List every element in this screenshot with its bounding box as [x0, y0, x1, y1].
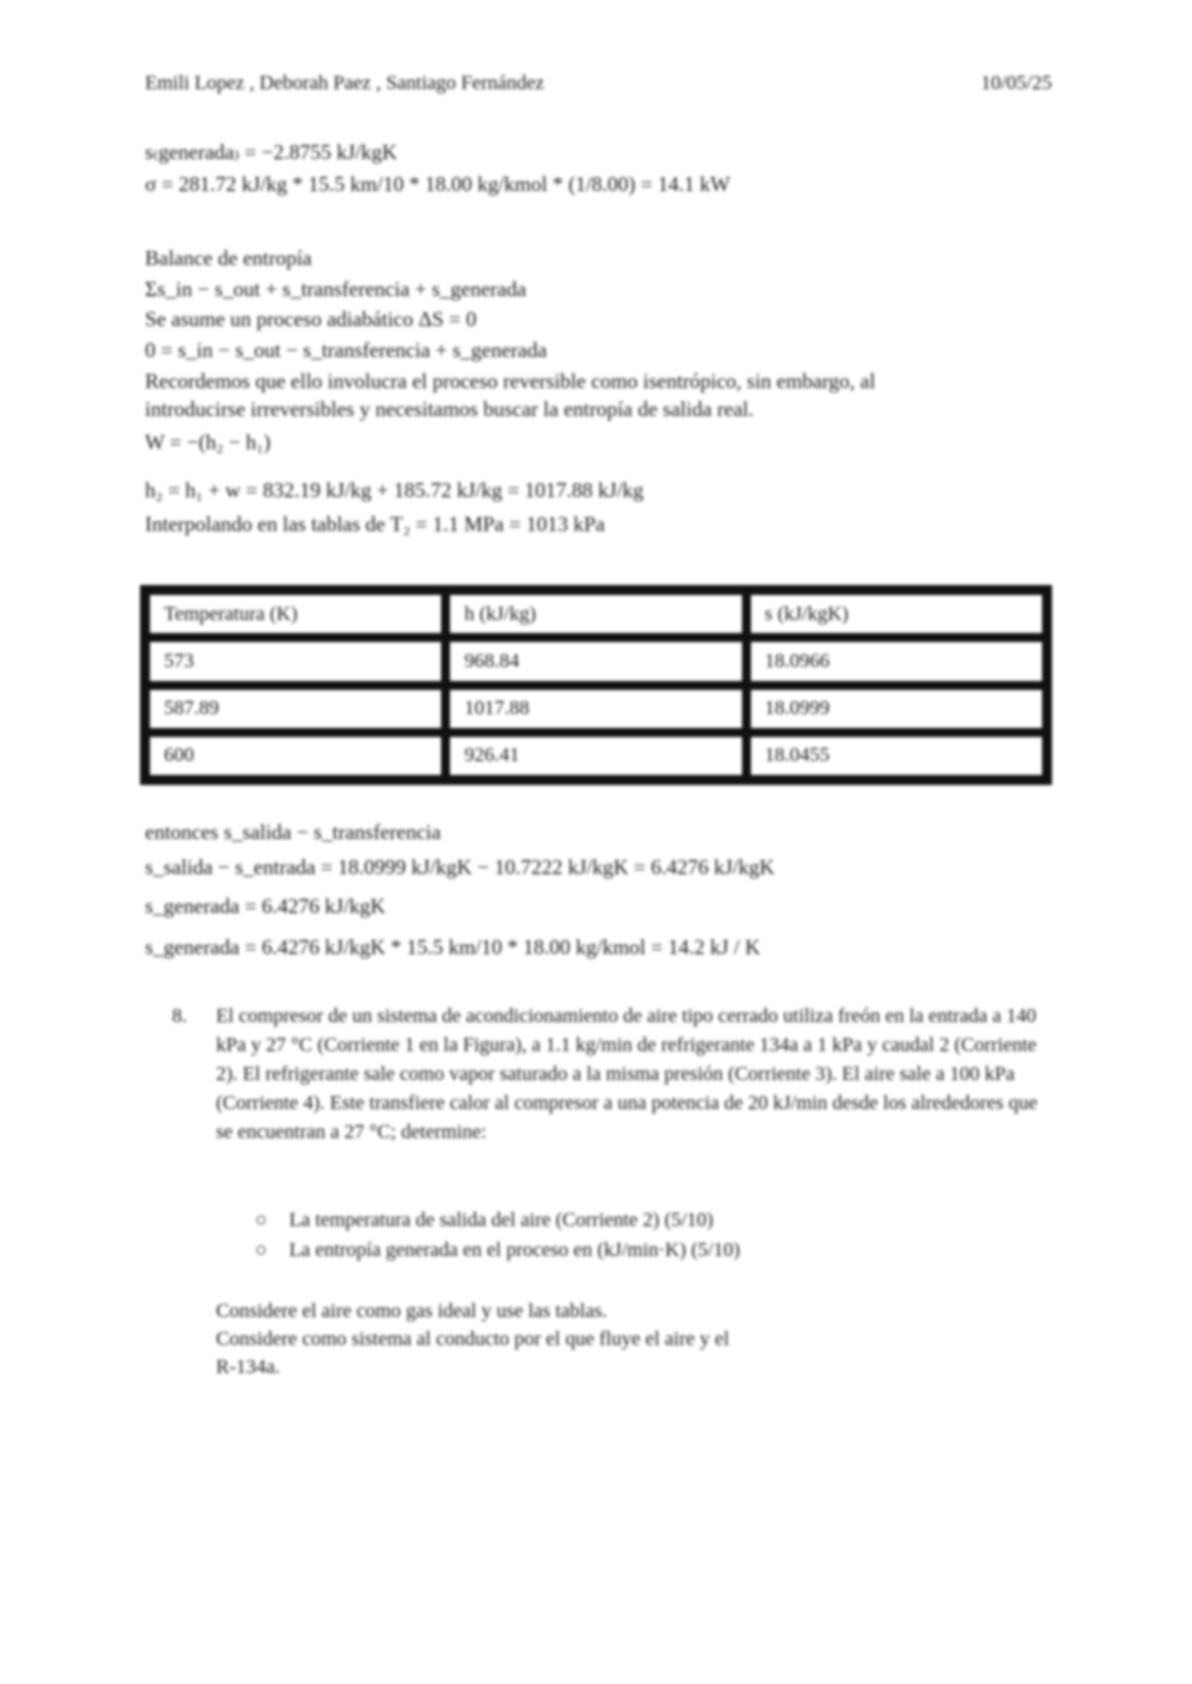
- table-cell: 600: [148, 735, 443, 777]
- list-item-text: La temperatura de salida del aire (Corriente 2) (5/10): [289, 1209, 714, 1231]
- section-heading: Balance de entropía: [145, 246, 312, 270]
- problem-text: El compresor de un sistema de acondicionamiento de aire tipo cerrado utiliza freón en la entrada a 140 kPa y 27 °C (Corriente 1 en la Figura), a 1.1 kg/min de refrigerante 134a a 1 kPa y caudal 2 (Corriente 2). El refrigerante sale como vapor saturado a la misma presión (Corriente 3). El aire sale a 100 kPa (Corriente 4). Este transfiere calor al compresor a una potencia de 20 kJ/min desde los alrededores que se encuentran a 27 °C; determine:: [216, 1005, 1038, 1143]
- equation-line: W = −(h₂ − h₁): [145, 430, 271, 454]
- note-line: Considere el aire como gas ideal y use las tablas.: [216, 1300, 607, 1322]
- table-row: [148, 688, 1044, 730]
- table-cell: 926.41: [448, 735, 743, 777]
- table-header-cell: Temperatura (K): [148, 593, 443, 635]
- table-cell: 1017.88: [448, 688, 743, 730]
- table-row: [148, 640, 1044, 682]
- equation-line: s_salida − s_entrada = 18.0999 kJ/kgK − 10.7222 kJ/kgK = 6.4276 kJ/kgK: [145, 855, 775, 879]
- problem-notes: [216, 1297, 916, 1381]
- text-line: σ = 281.72 kJ/kg * 15.5 km/10 * 18.00 kg/kmol * (1/8.00) = 14.1 kW: [145, 172, 731, 196]
- equation-line: Σs_in − s_out + s_transferencia + s_generada: [145, 277, 527, 301]
- table-header-cell: h (kJ/kg): [448, 593, 743, 635]
- equation-line: s_generada = 6.4276 kJ/kgK * 15.5 km/10 * 18.00 kg/kmol = 14.2 kJ / K: [145, 935, 761, 959]
- circle-bullet-icon: ○: [255, 1239, 268, 1261]
- table-cell: 968.84: [448, 640, 743, 682]
- properties-table-grid: [143, 588, 1049, 782]
- table-cell: 18.0999: [749, 688, 1044, 730]
- text-line: entonces s_salida − s_transferencia: [145, 820, 441, 844]
- note-line: R-134a.: [216, 1356, 280, 1378]
- table-cell: 18.0455: [749, 735, 1044, 777]
- list-item-text: La entropía generada en el proceso en (kJ/min·K) (5/10): [289, 1239, 741, 1261]
- table-cell: 573: [148, 640, 443, 682]
- list-item: [255, 1235, 1015, 1265]
- table-cell: 18.0966: [749, 640, 1044, 682]
- text-line: Recordemos que ello involucra el proceso reversible como isentrópico, sin embargo, al: [145, 369, 876, 393]
- text-line: Se asume un proceso adiabático ΔS = 0: [145, 307, 477, 331]
- equation-line: h₂ = h₁ + w = 832.19 kJ/kg + 185.72 kJ/kg = 1017.88 kJ/kg: [145, 478, 644, 502]
- page-header: [145, 72, 1052, 95]
- problem-number: 8.: [172, 1005, 187, 1027]
- text-line: s₍generada₎ = −2.8755 kJ/kgK: [145, 140, 398, 164]
- list-item: [255, 1205, 1015, 1235]
- header-date: 10/05/25: [980, 72, 1052, 94]
- circle-bullet-icon: ○: [255, 1209, 268, 1231]
- question-list: [255, 1205, 1015, 1265]
- problem-statement: [172, 1002, 1052, 1147]
- table-header-row: [148, 593, 1044, 635]
- properties-table: [140, 585, 1052, 785]
- text-line: Interpolando en las tablas de T₂ = 1.1 MPa = 1013 kPa: [145, 512, 605, 536]
- table-header-cell: s (kJ/kgK): [749, 593, 1044, 635]
- table-cell: 587.89: [148, 688, 443, 730]
- note-line: Considere como sistema al conducto por el que fluye el aire y el: [216, 1328, 730, 1350]
- text-line: introducirse irreversibles y necesitamos buscar la entropía de salida real.: [145, 397, 754, 421]
- equation-line: 0 = s_in − s_out − s_transferencia + s_generada: [145, 338, 547, 362]
- equation-line: s_generada = 6.4276 kJ/kgK: [145, 894, 386, 918]
- header-authors: Emili Lopez , Deborah Paez , Santiago Fernández: [145, 72, 545, 94]
- table-row: [148, 735, 1044, 777]
